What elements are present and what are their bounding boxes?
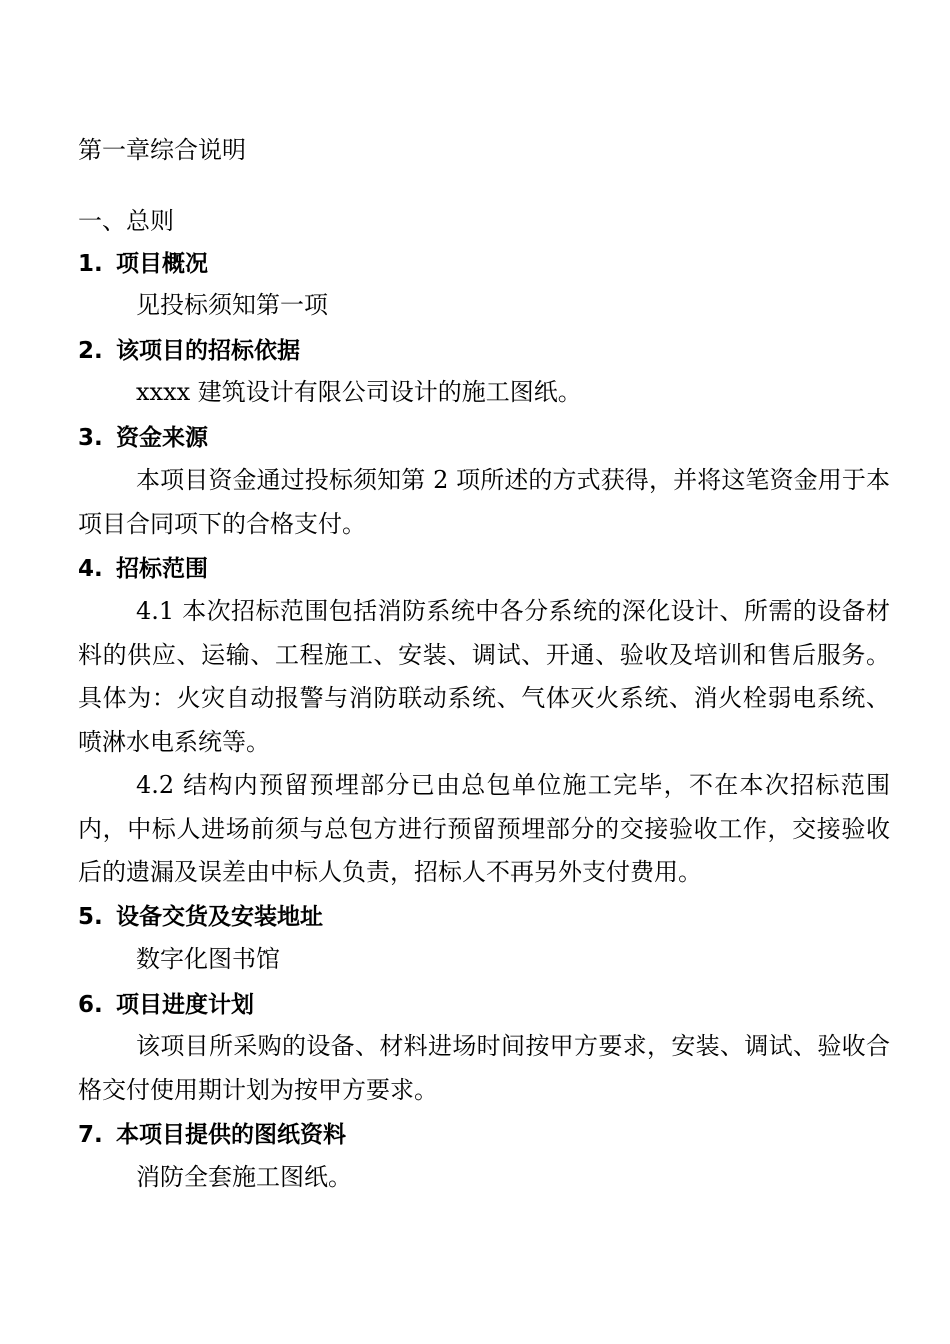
item-number: 7. [78,1122,103,1148]
item-title: 设备交货及安装地址 [116,904,323,930]
item-number: 5. [78,904,103,930]
item-number: 4. [78,556,103,582]
item-heading-2 [78,334,300,368]
item-title: 项目概况 [116,251,208,277]
item-heading-1 [78,247,208,281]
item-paragraph-7: 消防全套施工图纸。 [136,1163,352,1191]
item-paragraph-3: 本项目资金通过投标须知第 2 项所述的方式获得，并将这笔资金用于本项目合同项下的合格支付。 [78,466,890,538]
item-heading-7 [78,1118,346,1152]
item-number: 6. [78,992,103,1018]
item-paragraph-5: 数字化图书馆 [136,945,280,973]
item-heading-6 [78,988,254,1022]
item-paragraph-6: 该项目所采购的设备、材料进场时间按甲方要求，安装、调试、验收合格交付使用期计划为按甲方要求。 [78,1032,890,1104]
item-heading-3 [78,421,208,455]
item-number: 1. [78,251,103,277]
item-heading-5 [78,900,323,934]
item-number: 2. [78,338,103,364]
item-heading-4 [78,552,208,586]
item-number: 3. [78,425,103,451]
item-paragraph-4-1: 4.1 本次招标范围包括消防系统中各分系统的深化设计、所需的设备材料的供应、运输、工程施工、安装、调试、开通、验收及培训和售后服务。具体为：火灾自动报警与消防联动系统、气体灭火系统、消火栓弱电系统、喷淋水电系统等。 [78,597,890,756]
item-title: 该项目的招标依据 [116,338,300,364]
item-title: 资金来源 [116,425,208,451]
item-title: 本项目提供的图纸资料 [116,1122,346,1148]
item-paragraph-1: 见投标须知第一项 [136,291,328,319]
section-heading: 一、总则 [78,207,174,235]
chapter-title: 第一章综合说明 [78,136,246,164]
item-title: 招标范围 [116,556,208,582]
item-title: 项目进度计划 [116,992,254,1018]
item-paragraph-2: xxxx 建筑设计有限公司设计的施工图纸。 [136,378,582,406]
item-paragraph-4-2: 4.2 结构内预留预埋部分已由总包单位施工完毕，不在本次招标范围内，中标人进场前须与总包方进行预留预埋部分的交接验收工作，交接验收后的遗漏及误差由中标人负责，招标人不再另外支付费用。 [78,771,890,886]
